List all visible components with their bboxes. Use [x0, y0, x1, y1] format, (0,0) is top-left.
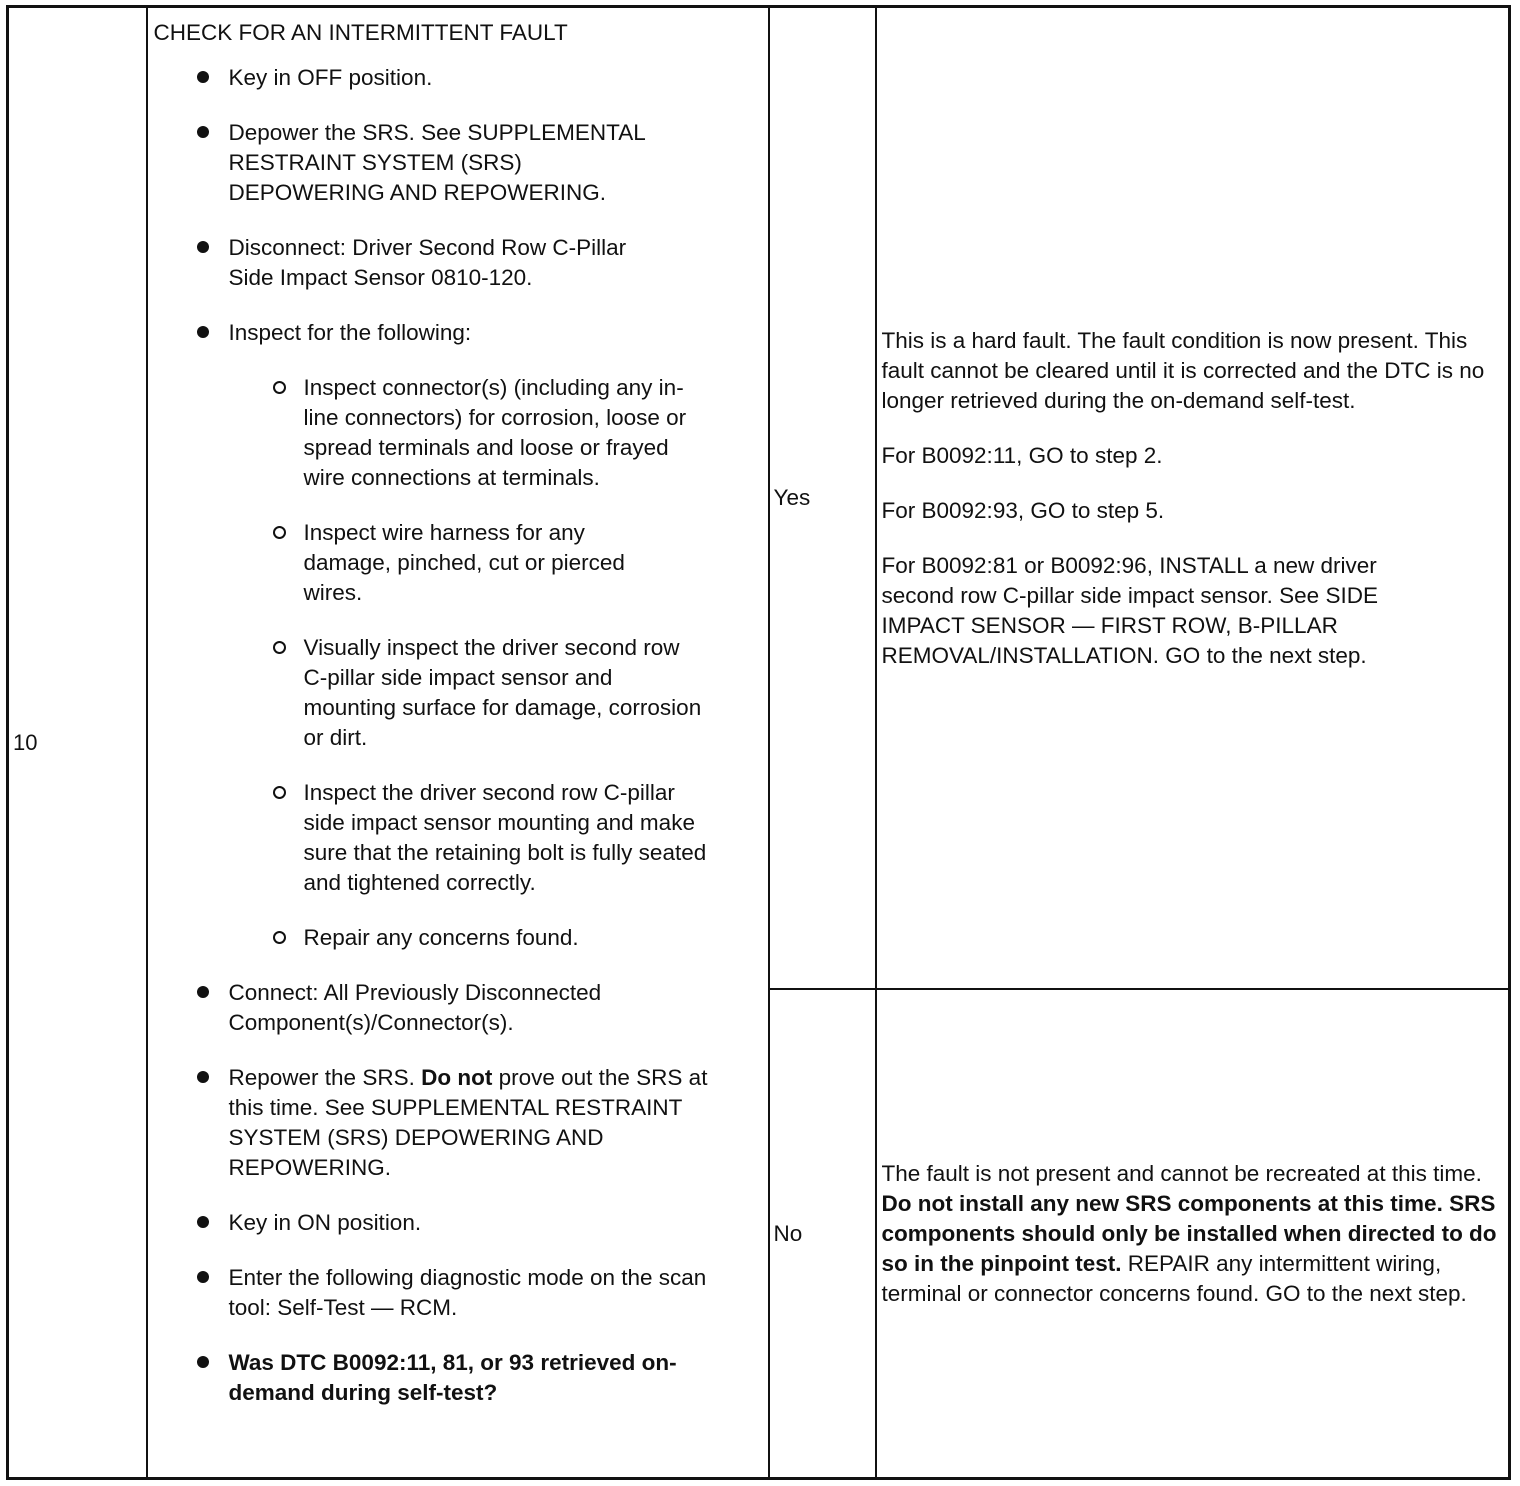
no-result-warning: Do not install any new SRS components at this time. SRS components should only be installed when directed to do so in the pinpoint test.	[881, 1190, 1497, 1276]
action-item	[154, 233, 762, 293]
action-item-text: Disconnect: Driver Second Row C-Pillar Side Impact Sensor 0810-120.	[228, 235, 627, 290]
answer-yes-label: Yes	[769, 7, 876, 990]
inspection-item	[229, 373, 762, 493]
inspection-item-text: Inspect wire harness for any damage, pinched, cut or pierced wires.	[303, 520, 625, 605]
action-cell	[147, 7, 769, 1479]
action-item	[154, 118, 762, 208]
action-item	[154, 978, 762, 1038]
action-item: Key in OFF position.	[154, 63, 762, 93]
step-number: 10	[8, 7, 147, 1479]
result-paragraph: For B0092:93, GO to step 5.	[881, 497, 1165, 523]
inspection-sublist	[229, 373, 762, 953]
answer-no-result	[876, 989, 1510, 1479]
action-item-text: Connect: All Previously Disconnected Component(s)/Connector(s).	[228, 980, 602, 1035]
action-item-text: Depower the SRS. See SUPPLEMENTAL RESTRAINT SYSTEM (SRS) DEPOWERING AND REPOWERING.	[228, 120, 645, 205]
inspection-item	[229, 518, 762, 608]
no-result-outro: REPAIR any intermittent wiring, terminal or connector concerns found. GO to the next step.	[881, 1250, 1467, 1306]
question-text: Was DTC B0092:11, 81, or 93 retrieved on-demand during self-test?	[228, 1350, 677, 1405]
inspection-item	[229, 633, 762, 753]
inspection-item	[229, 778, 762, 898]
do-not-warning: Do not	[421, 1065, 493, 1090]
inspection-item-text: Inspect connector(s) (including any in-line connectors) for corrosion, loose or spread terminals and loose or frayed wire connections at terminals.	[303, 375, 687, 490]
inspection-item-text: Visually inspect the driver second row C-pillar side impact sensor and mounting surface for damage, corrosion or dirt.	[303, 635, 702, 750]
action-list	[154, 63, 762, 1408]
result-paragraph: For B0092:11, GO to step 2.	[881, 442, 1163, 468]
result-paragraph	[882, 1159, 1505, 1309]
action-item-repower	[154, 1063, 762, 1183]
step-row-yes	[8, 7, 1510, 990]
no-result-intro: The fault is not present and cannot be recreated at this time.	[881, 1160, 1482, 1186]
action-item-text: Inspect for the following:	[228, 320, 472, 345]
inspection-item-text: Inspect the driver second row C-pillar side impact sensor mounting and make sure that the retaining bolt is fully seated and tightened correctly.	[303, 780, 707, 895]
repower-text-rest: prove out the SRS at this time. See SUPPLEMENTAL RESTRAINT SYSTEM (SRS) DEPOWERING AND REPOWERING.	[228, 1065, 708, 1180]
result-paragraph: This is a hard fault. The fault condition is now present. This fault cannot be cleared until it is corrected and the DTC is no longer retrieved during the on-demand self-test.	[881, 327, 1485, 413]
repower-text: Repower the SRS.	[228, 1065, 422, 1090]
inspection-item: Repair any concerns found.	[229, 923, 762, 953]
action-item-text: Enter the following diagnostic mode on the scan tool: Self-Test — RCM.	[228, 1265, 707, 1320]
answer-no-label: No	[769, 989, 876, 1479]
step-heading: CHECK FOR AN INTERMITTENT FAULT	[153, 20, 568, 45]
pinpoint-test-table	[6, 5, 1511, 1480]
answer-yes-result	[876, 7, 1510, 990]
action-item	[154, 1263, 762, 1323]
action-item-question	[154, 1348, 762, 1408]
action-item-inspect	[154, 318, 762, 953]
action-item: Key in ON position.	[154, 1208, 762, 1238]
action-item-text	[229, 1063, 739, 1183]
result-paragraph: For B0092:81 or B0092:96, INSTALL a new driver second row C-pillar side impact sensor. See SIDE IMPACT SENSOR — FIRST ROW, B-PILLAR REMOVAL/INSTALLATION. GO to the next step.	[881, 552, 1378, 668]
